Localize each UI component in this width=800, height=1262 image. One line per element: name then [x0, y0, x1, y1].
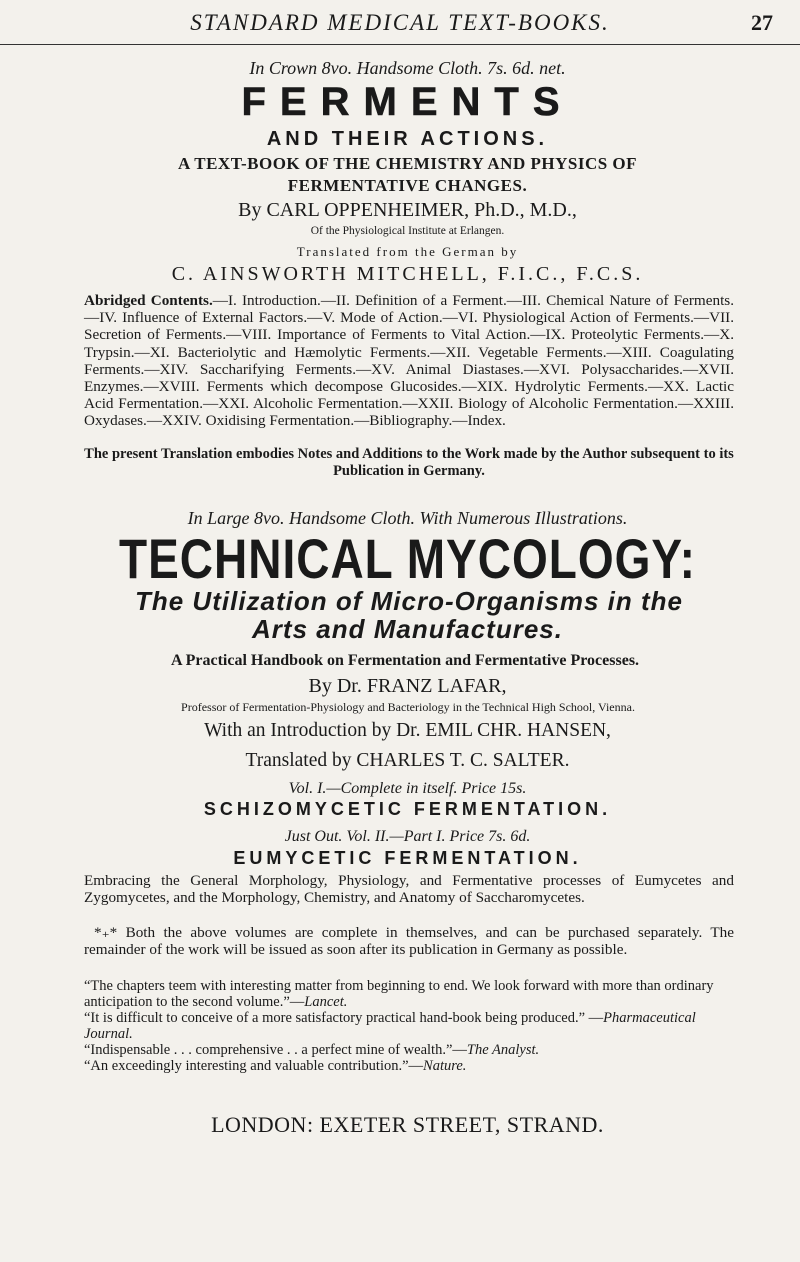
running-title: STANDARD MEDICAL TEXT-BOOKS. — [190, 10, 610, 35]
book2-affiliation: Professor of Fermentation-Physiology and Bacteriology in the Technical High School, Vienna. — [181, 700, 635, 714]
book2-vol2: Just Out. Vol. II.—Part I. Price 7s. 6d. — [284, 828, 531, 845]
book2-introduction: With an Introduction by Dr. EMIL CHR. HANSEN, — [204, 720, 611, 741]
book1-subtitle: AND THEIR ACTIONS. — [266, 128, 549, 150]
running-head — [0, 10, 800, 45]
review-item: “The chapters teem with interesting matter from beginning to end. We look forward with more than ordinary anticipation to the second volume.”—Lancet. — [84, 978, 714, 1010]
book1-note: The present Translation embodies Notes and Additions to the Work made by the Author subsequent to its Publication in Germany. — [84, 446, 734, 479]
review-source: The Analyst. — [466, 1042, 540, 1058]
book2-handbook: A Practical Handbook on Fermentation and Fermentative Processes. — [170, 652, 640, 669]
book2-author: By Dr. FRANZ LAFAR, — [308, 675, 507, 697]
book2-subtitle-line2: Arts and Manufactures. — [252, 614, 563, 644]
review-source: Nature. — [423, 1058, 467, 1074]
review-item: “Indispensable . . . comprehensive . . a perfect mine of wealth.”—The Analyst. — [84, 1042, 540, 1058]
book2-vol2-description: Embracing the General Morphology, Physiology, and Fermentative processes of Eumycetes and Zygomycetes, and the Morphology, Chemistry, and Anatomy of Saccharomycetes. — [84, 872, 734, 907]
publisher-address: LONDON: EXETER STREET, STRAND. — [211, 1112, 604, 1137]
contents-label: Abridged Contents. — [84, 292, 213, 309]
book1-title: FERMENTS — [241, 80, 574, 124]
book1-translator: C. AINSWORTH MITCHELL, F.I.C., F.C.S. — [171, 263, 644, 285]
book1-description-line1: A TEXT-BOOK OF THE CHEMISTRY AND PHYSICS OF — [177, 154, 638, 173]
book1-affiliation: Of the Physiological Institute at Erlangen. — [310, 225, 505, 237]
book2-subtitle-line1: The Utilization of Micro-Organisms in the — [134, 586, 684, 616]
book1-translated-by: Translated from the German by — [296, 244, 519, 259]
book1-description-line2: FERMENTATIVE CHANGES. — [287, 176, 528, 195]
book1-contents — [84, 292, 734, 430]
book2-vol1: Vol. I.—Complete in itself. Price 15s. — [288, 780, 527, 797]
review-source: Pharmaceutical Journal. — [84, 1010, 696, 1042]
review-item: “It is difficult to conceive of a more satisfactory practical hand-book being produced.” —Pharmaceutical Journal. — [84, 1010, 696, 1042]
page-number: 27 — [751, 10, 773, 35]
book2-imprint: In Large 8vo. Handsome Cloth. With Numerous Illustrations. — [187, 508, 628, 528]
book2-reviews — [84, 978, 734, 1074]
review-item: “An exceedingly interesting and valuable contribution.”—Nature. — [84, 1058, 467, 1074]
book1-author: By CARL OPPENHEIMER, Ph.D., M.D., — [238, 199, 577, 221]
book2-vol1-title: SCHIZOMYCETIC FERMENTATION. — [203, 799, 612, 819]
book2-translated-by: Translated by CHARLES T. C. SALTER. — [245, 750, 570, 771]
book1-imprint: In Crown 8vo. Handsome Cloth. 7s. 6d. net. — [249, 58, 566, 78]
review-source: Lancet. — [304, 994, 348, 1010]
book2-title: TECHNICAL MYCOLOGY: — [119, 527, 696, 591]
book2-both-note: *₊* Both the above volumes are complete in themselves, and can be purchased separately. The remainder of the work will be issued as soon after its publication in Germany as possible. — [84, 924, 734, 959]
contents-text: —I. Introduction.—II. Definition of a Ferment.—III. Chemical Nature of Ferments.—IV. Influence of External Factors.—V. Mode of Action.—VI. Physiological Action of Ferments.—VII. Secretion of Ferments.—VIII. Importance of Ferments to Vital Action.—IX. Proteolytic Ferments.—X. Trypsin.—XI. Bacteriolytic and Hæmolytic Ferments.—XII. Vegetable Ferments.—XIII. Coagulating Ferments.—XIV. Saccharifying Ferments.—XV. Animal Diastases.—XVI. Polysaccharides.—XVII. Enzymes.—XVIII. Ferments which decompose Glucosides.—XIX. Hydrolytic Ferments.—XX. Lactic Acid Fermentation.—XXI. Alcoholic Fermentation.—XXII. Biology of Alcoholic Fermentation.—XXIII. Oxydases.—XXIV. Oxidising Fermentation.—Bibliography.—Index. — [84, 292, 734, 430]
book2-vol2-title: EUMYCETIC FERMENTATION. — [233, 848, 582, 868]
